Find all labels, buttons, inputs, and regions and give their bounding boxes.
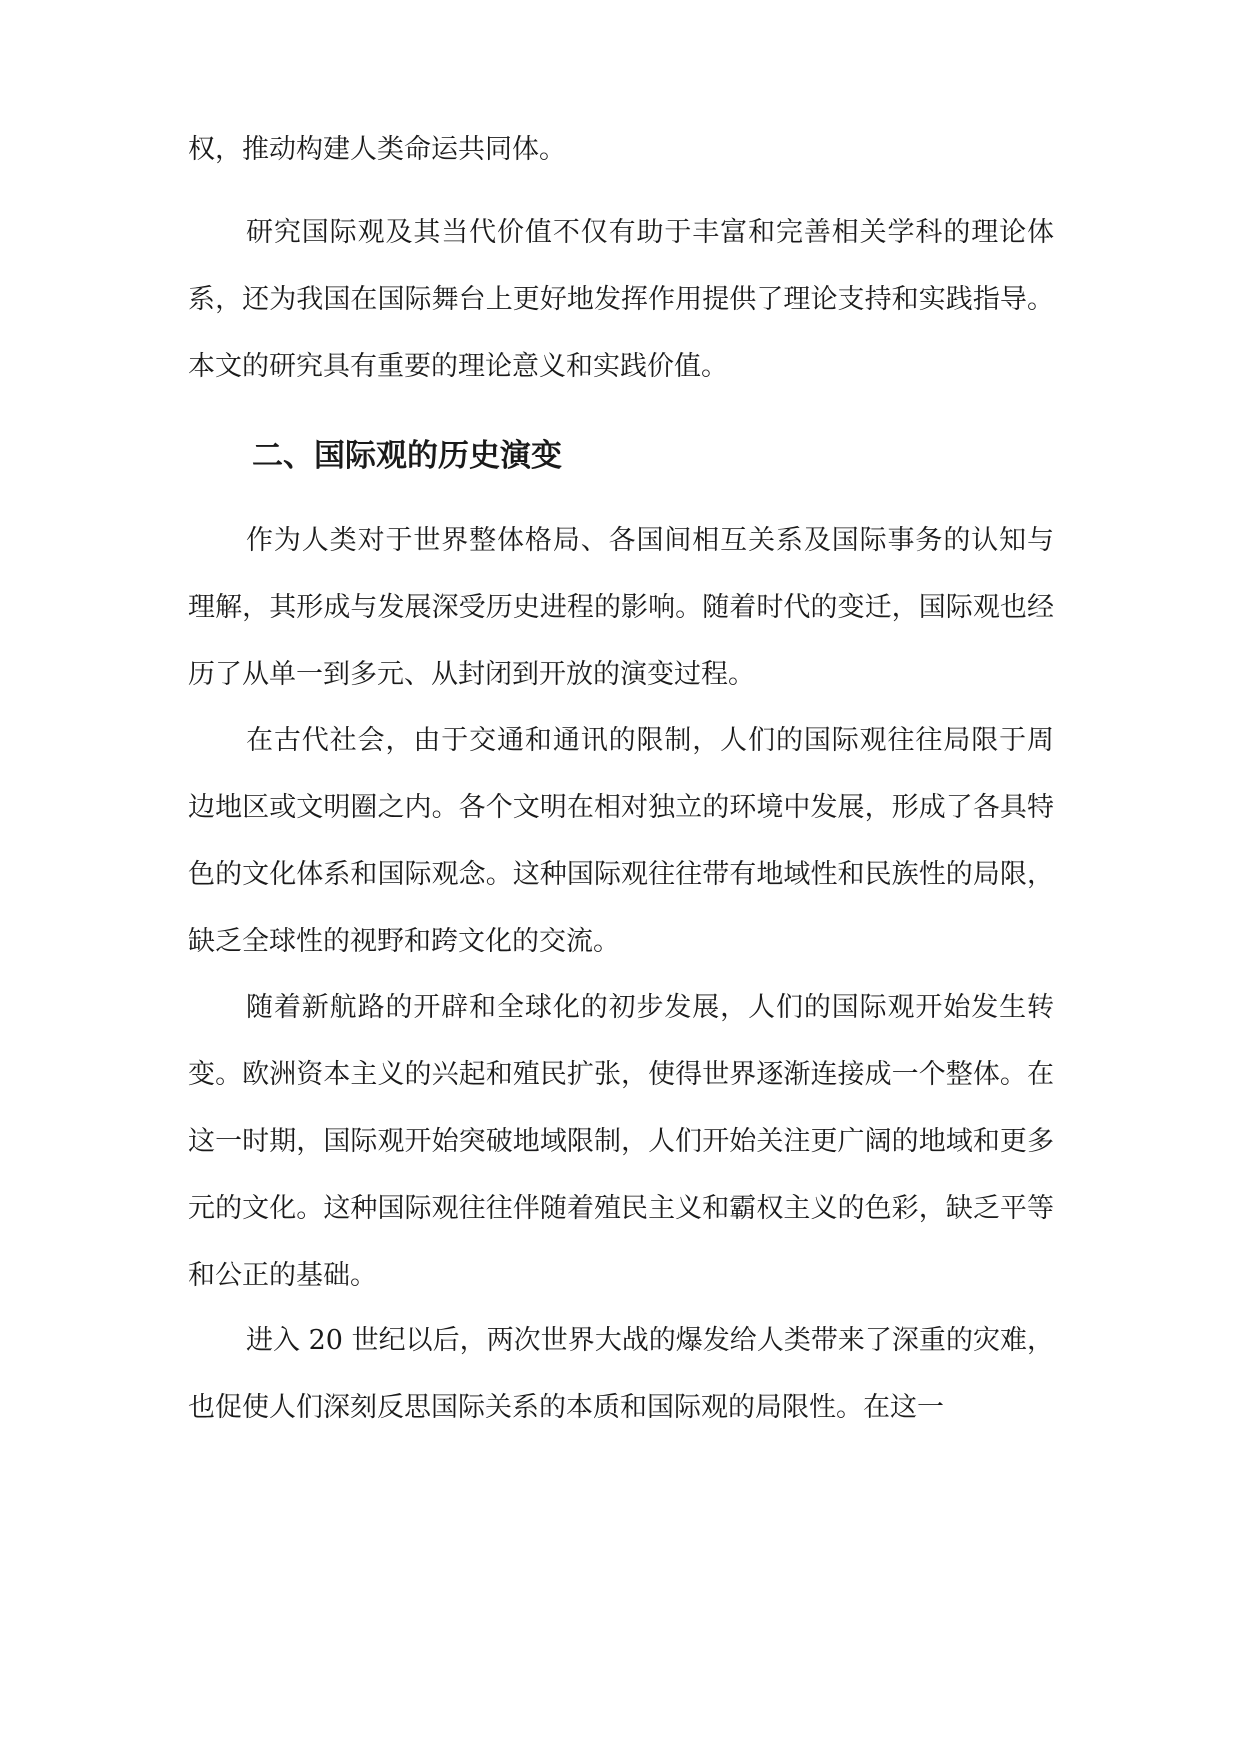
paragraph-20th-century: 进入 20 世纪以后，两次世界大战的爆发给人类带来了深重的灾难，也促使人们深刻反思国际关系的本质和国际观的局限性。在这一 xyxy=(188,1325,1054,1423)
paragraph-research-value: 研究国际观及其当代价值不仅有助于丰富和完善相关学科的理论体系，还为我国在国际舞台上更好地发挥作用提供了理论支持和实践指导。本文的研究具有重要的理论意义和实践价值。 xyxy=(188,217,1054,382)
paragraph-ancient: 在古代社会，由于交通和通讯的限制，人们的国际观往往局限于周边地区或文明圈之内。各个文明在相对独立的环境中发展，形成了各具特色的文化体系和国际观念。这种国际观往往带有地域性和民族性的局限，缺乏全球性的视野和跨文化的交流。 xyxy=(188,725,1054,957)
section-heading: 二、国际观的历史演变 xyxy=(252,438,562,474)
paragraph-continuation: 权，推动构建人类命运共同体。 xyxy=(188,134,566,165)
paragraph-intro: 作为人类对于世界整体格局、各国间相互关系及国际事务的认知与理解，其形成与发展深受历史进程的影响。随着时代的变迁，国际观也经历了从单一到多元、从封闭到开放的演变过程。 xyxy=(188,525,1054,690)
paragraph-new-routes: 随着新航路的开辟和全球化的初步发展，人们的国际观开始发生转变。欧洲资本主义的兴起和殖民扩张，使得世界逐渐连接成一个整体。在这一时期，国际观开始突破地域限制，人们开始关注更广阔的地域和更多元的文化。这种国际观往往伴随着殖民主义和霸权主义的色彩，缺乏平等和公正的基础。 xyxy=(188,992,1054,1291)
